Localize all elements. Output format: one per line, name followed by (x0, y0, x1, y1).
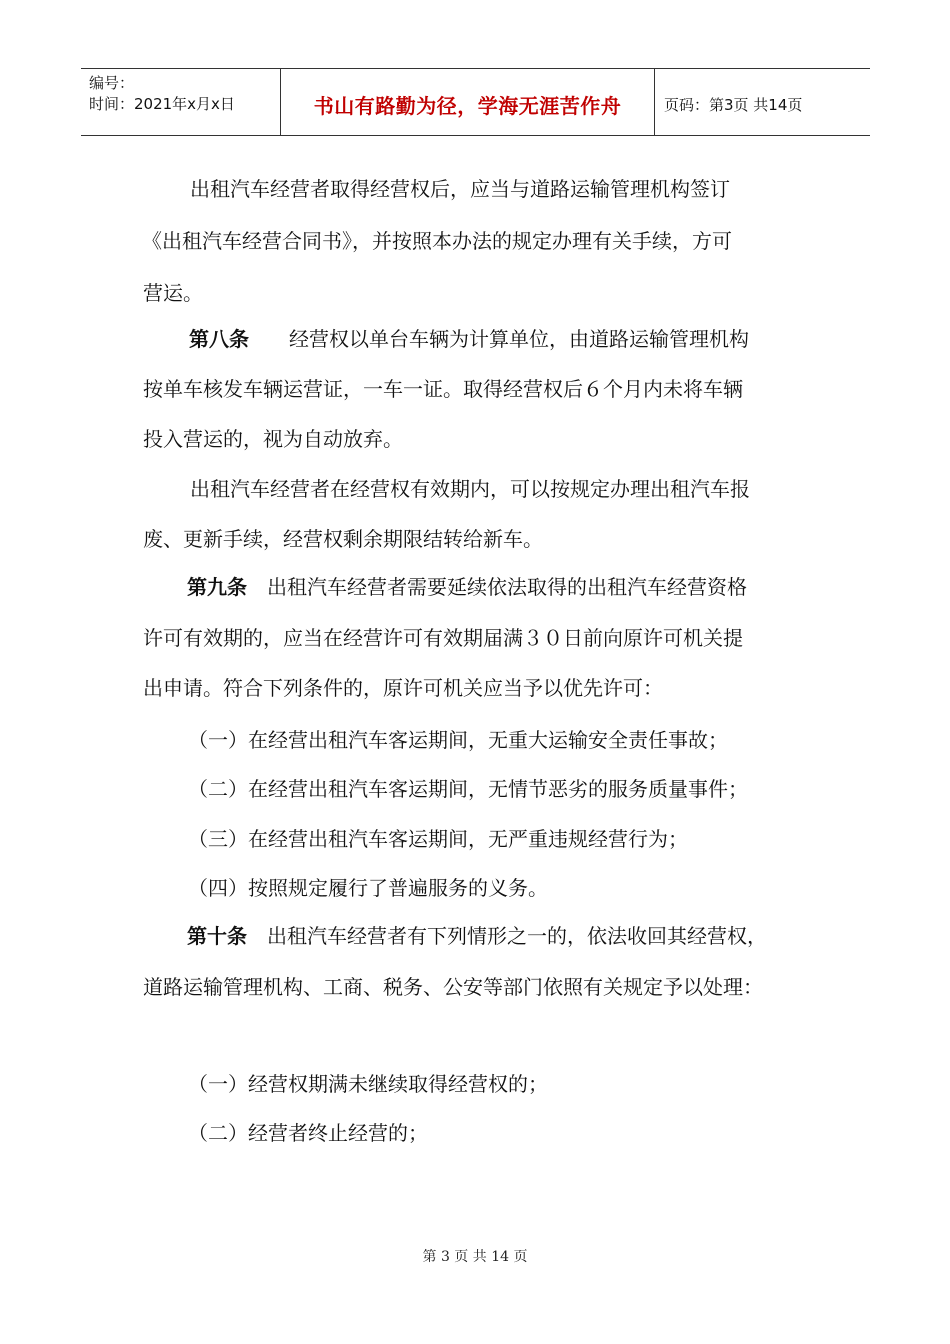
paragraph-line: 许可有效期的，应当在经营许可有效期届满３０日前向原许可机关提 (143, 626, 743, 650)
list-item: （一）经营权期满未继续取得经营权的； (188, 1072, 548, 1096)
article-10-heading-line: 第十条 出租汽车经营者有下列情形之一的，依法收回其经营权， (187, 924, 767, 948)
paragraph-line: 出申请。符合下列条件的，原许可机关应当予以优先许可： (143, 676, 663, 700)
list-item: （二）经营者终止经营的； (188, 1121, 428, 1145)
header-page-info: 页码：第3页 共14页 (664, 95, 803, 114)
paragraph-line: 废、更新手续，经营权剩余期限结转给新车。 (143, 527, 543, 551)
header-number-label: 编号： (89, 74, 135, 92)
paragraph-line: 投入营运的，视为自动放弃。 (143, 427, 403, 451)
header-motto: 书山有路勤为径，学海无涯苦作舟 (281, 69, 655, 135)
page-footer: 第 3 页 共 14 页 (422, 1249, 528, 1265)
paragraph-line: 营运。 (143, 281, 203, 305)
document-header (81, 68, 870, 136)
header-date-label: 时间：2021年x月x日 (89, 95, 235, 113)
list-item: （四）按照规定履行了普遍服务的义务。 (188, 876, 548, 900)
paragraph-line: 按单车核发车辆运营证，一车一证。取得经营权后６个月内未将车辆 (143, 377, 743, 401)
article-number: 第十条 (187, 924, 247, 948)
list-item: （二）在经营出租汽车客运期间，无情节恶劣的服务质量事件； (188, 777, 748, 801)
paragraph-line: 出租汽车经营者在经营权有效期内，可以按规定办理出租汽车报 (190, 477, 750, 501)
paragraph-line: 《出租汽车经营合同书》，并按照本办法的规定办理有关手续，方可 (142, 229, 732, 253)
list-item: （三）在经营出租汽车客运期间，无严重违规经营行为； (188, 827, 688, 851)
list-item: （一）在经营出租汽车客运期间，无重大运输安全责任事故； (188, 728, 728, 752)
article-9-heading-line: 第九条 出租汽车经营者需要延续依法取得的出租汽车经营资格 (187, 575, 747, 599)
paragraph-line: 道路运输管理机构、工商、税务、公安等部门依照有关规定予以处理： (143, 975, 763, 999)
article-number: 第八条 (189, 327, 249, 351)
article-number: 第九条 (187, 575, 247, 599)
paragraph-line: 出租汽车经营者取得经营权后，应当与道路运输管理机构签订 (190, 177, 730, 201)
header-meta-cell (81, 69, 281, 135)
article-8-heading-line: 第八条 经营权以单台车辆为计算单位，由道路运输管理机构 (189, 327, 749, 351)
